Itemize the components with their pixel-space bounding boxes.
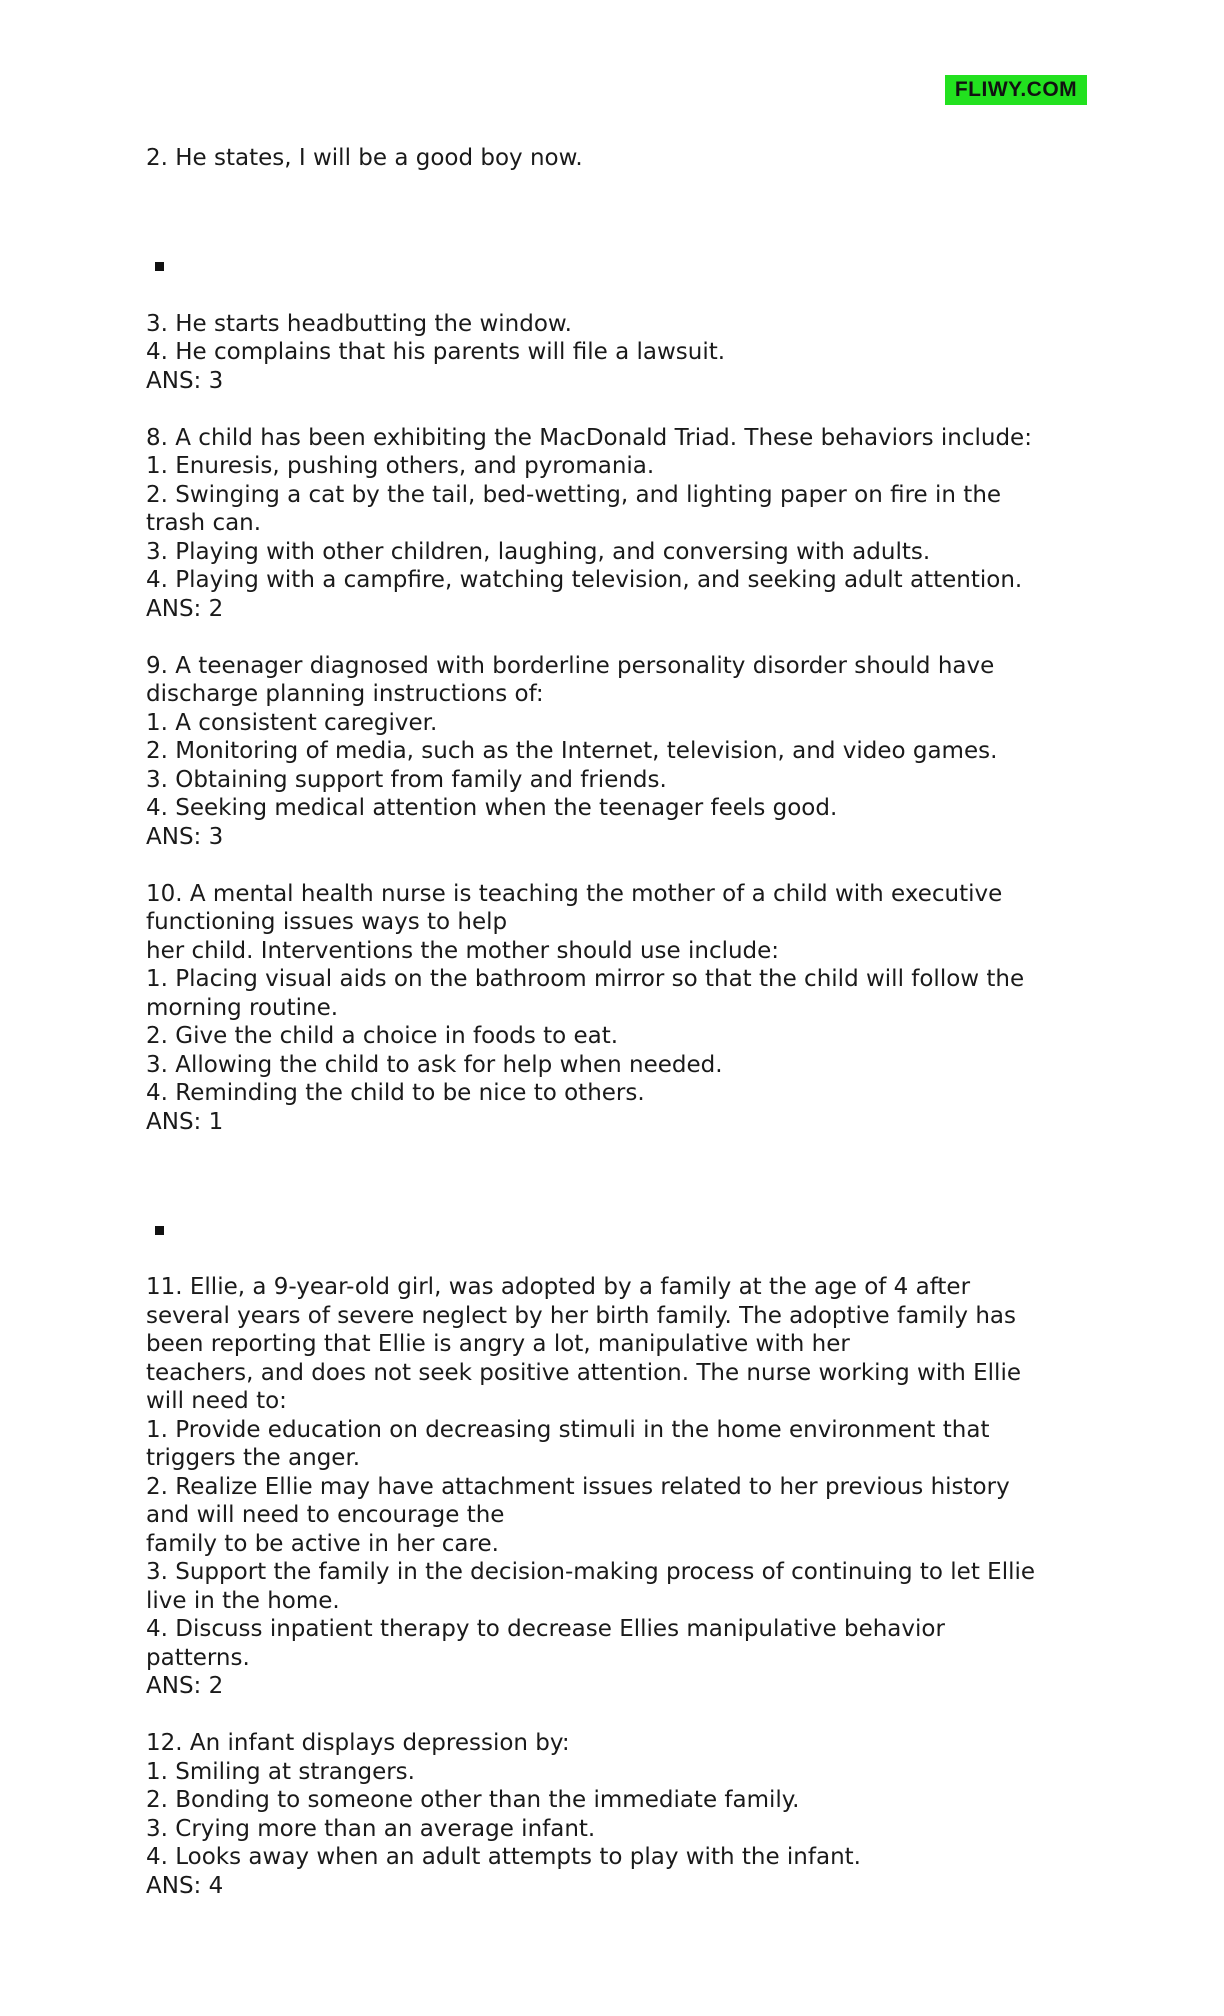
answer-option: 3. Allowing the child to ask for help when needed.	[146, 1051, 723, 1078]
question-stem: 8. A child has been exhibiting the MacDonald Triad. These behaviors include:	[146, 424, 1032, 451]
answer-option: live in the home.	[146, 1587, 340, 1614]
document-body	[146, 144, 1106, 1900]
answer-option: and will need to encourage the	[146, 1502, 505, 1528]
answer-option: 2. He states, I will be a good boy now.	[146, 145, 583, 171]
answer-option: 4. Looks away when an adult attempts to play with the infant.	[146, 1844, 861, 1870]
answer-option: 1. Enuresis, pushing others, and pyromania.	[146, 453, 655, 479]
answer-option: 1. A consistent caregiver.	[146, 709, 438, 736]
answer-option: 1. Placing visual aids on the bathroom mirror so that the child will follow the	[146, 966, 1025, 992]
question-stem: will need to:	[146, 1388, 287, 1414]
answer-key: ANS: 2	[146, 1673, 224, 1699]
answer-option: 4. He complains that his parents will file a lawsuit.	[146, 339, 726, 365]
answer-option: morning routine.	[146, 994, 339, 1021]
question-stem: her child. Interventions the mother should use include:	[146, 937, 780, 964]
question-7-tail	[146, 144, 1106, 173]
answer-key: ANS: 1	[146, 1108, 224, 1135]
question-stem: 10. A mental health nurse is teaching the mother of a child with executive	[146, 880, 1003, 907]
answer-option: 1. Provide education on decreasing stimuli in the home environment that	[146, 1416, 990, 1443]
question-stem: 9. A teenager diagnosed with borderline personality disorder should have	[146, 652, 995, 679]
question-10	[146, 880, 1106, 1137]
watermark-badge: FLIWY.COM	[945, 75, 1087, 105]
square-bullet-icon	[155, 262, 164, 271]
question-stem: several years of severe neglect by her birth family. The adoptive family has	[146, 1302, 1016, 1329]
bullet-marker	[146, 1216, 1106, 1245]
answer-option: 4. Playing with a campfire, watching television, and seeking adult attention.	[146, 567, 1023, 593]
answer-option: family to be active in her care.	[146, 1530, 499, 1557]
question-stem: 12. An infant displays depression by:	[146, 1730, 570, 1756]
question-9	[146, 652, 1106, 852]
answer-option: 2. Swinging a cat by the tail, bed-wetting, and lighting paper on fire in the	[146, 481, 1002, 508]
answer-option: patterns.	[146, 1644, 250, 1671]
answer-option: 3. He starts headbutting the window.	[146, 310, 572, 337]
answer-option: 1. Smiling at strangers.	[146, 1758, 415, 1785]
answer-option: 2. Give the child a choice in foods to eat.	[146, 1023, 619, 1049]
question-stem: teachers, and does not seek positive attention. The nurse working with Ellie	[146, 1359, 1021, 1386]
question-12	[146, 1729, 1106, 1900]
answer-key: ANS: 2	[146, 595, 224, 622]
answer-option: trash can.	[146, 510, 262, 536]
answer-option: 4. Reminding the child to be nice to others.	[146, 1080, 645, 1106]
answer-option: 4. Discuss inpatient therapy to decrease Ellies manipulative behavior	[146, 1616, 945, 1642]
answer-option: 3. Obtaining support from family and friends.	[146, 766, 667, 793]
question-11	[146, 1273, 1106, 1701]
question-stem: 11. Ellie, a 9-year-old girl, was adopted by a family at the age of 4 after	[146, 1274, 971, 1300]
answer-option: triggers the anger.	[146, 1445, 361, 1471]
answer-option: 2. Realize Ellie may have attachment issues related to her previous history	[146, 1473, 1010, 1500]
answer-key: ANS: 3	[146, 367, 224, 394]
square-bullet-icon	[155, 1226, 164, 1235]
answer-option: 2. Monitoring of media, such as the Internet, television, and video games.	[146, 738, 998, 764]
answer-option: 4. Seeking medical attention when the teenager feels good.	[146, 795, 838, 821]
bullet-marker	[146, 253, 1106, 282]
question-stem: functioning issues ways to help	[146, 909, 508, 935]
answer-option: 3. Support the family in the decision-making process of continuing to let Ellie	[146, 1559, 1036, 1585]
answer-option: 3. Crying more than an average infant.	[146, 1815, 596, 1842]
question-stem: discharge planning instructions of:	[146, 681, 544, 707]
answer-option: 3. Playing with other children, laughing, and conversing with adults.	[146, 538, 931, 565]
answer-key: ANS: 4	[146, 1872, 224, 1899]
question-stem: been reporting that Ellie is angry a lot, manipulative with her	[146, 1331, 850, 1357]
answer-key: ANS: 3	[146, 823, 224, 850]
question-8	[146, 424, 1106, 624]
question-7-options	[146, 310, 1106, 396]
answer-option: 2. Bonding to someone other than the immediate family.	[146, 1787, 800, 1813]
